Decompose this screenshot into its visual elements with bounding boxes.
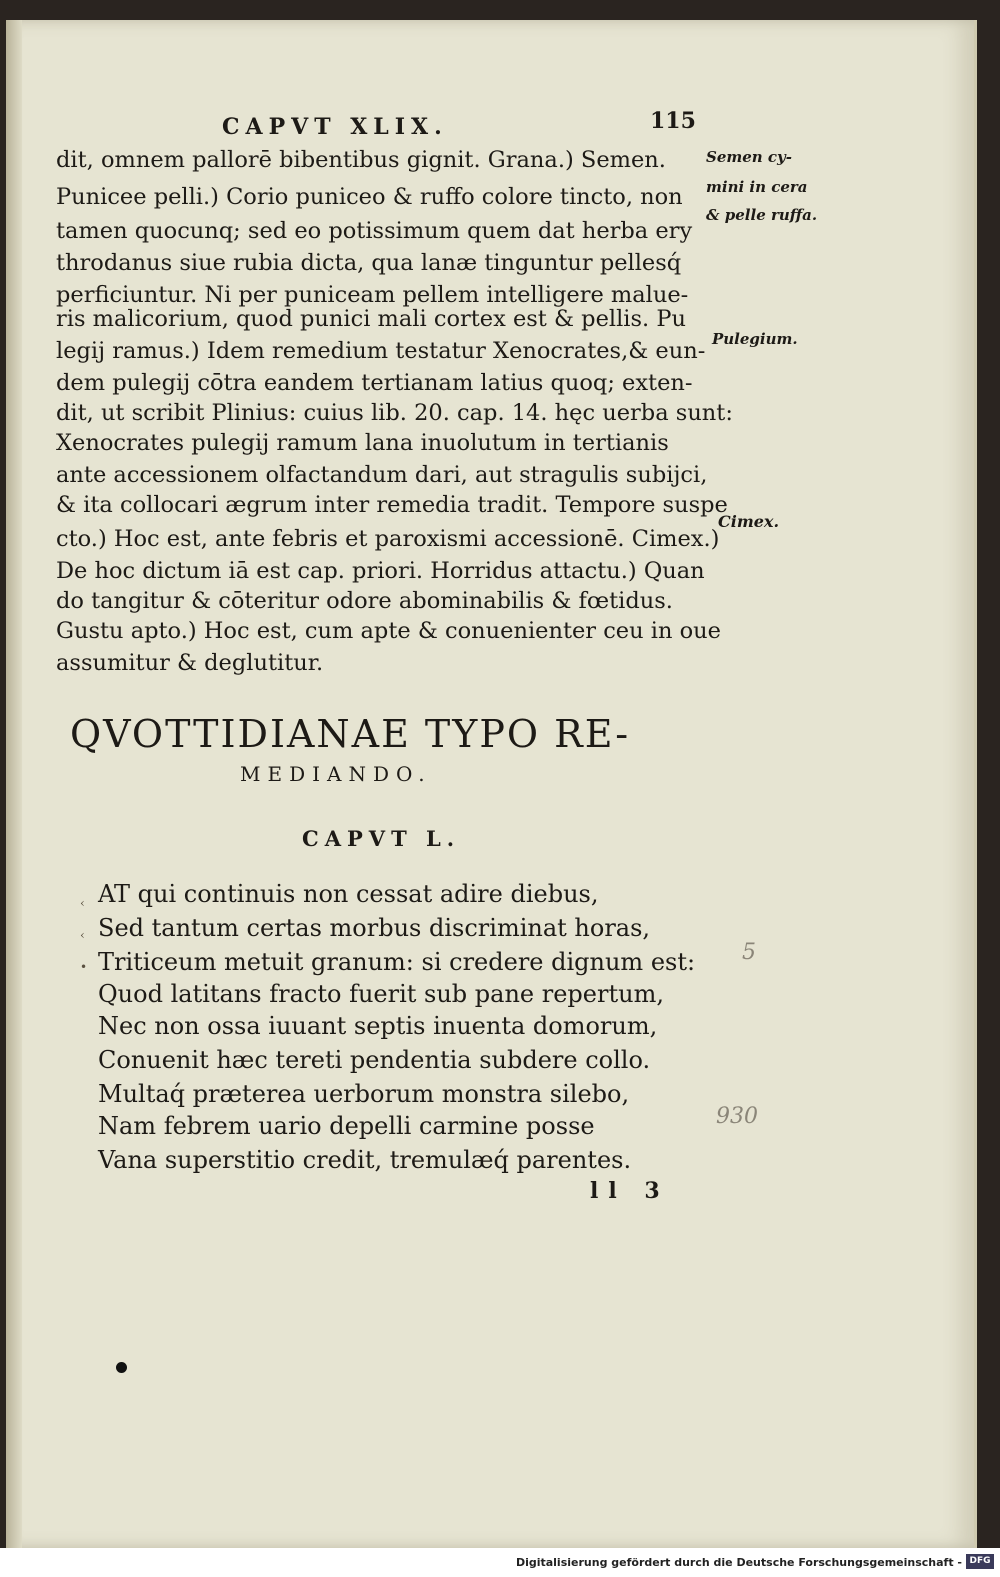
funding-notice: Digitalisierung gefördert durch die Deutsche Forschungsgemeinschaft - [515,1556,962,1569]
verse-line: Nam febrem uario depelli carmine posse [98,1112,595,1140]
body-line: ris malicorium, quod punici mali cortex est & pellis. Pu [56,306,686,332]
chapter-title: QVOTTIDIANAE TYPO RE- [70,712,631,756]
body-line: dit, omnem pallorē bibentibus gignit. Grana.) Semen. [56,147,666,173]
verse-line: Multaq́ præterea uerborum monstra silebo, [98,1080,630,1108]
body-line: tamen quocunq; sed eo potissimum quem dat herba ery [56,218,693,244]
body-line: & ita collocari ægrum inter remedia tradit. Tempore suspe [56,492,728,518]
body-line: ante accessionem olfactandum dari, aut stragulis subijci, [56,462,708,488]
body-line: Xenocrates pulegij ramum lana inuolutum in tertianis [56,430,669,456]
chapter-label: CAPVT L. [302,826,461,851]
chapter-title-continued: MEDIANDO. [240,762,432,786]
body-line: dit, ut scribit Plinius: cuius lib. 20. cap. 14. hęc uerba sunt: [56,400,733,426]
verse-mark: • [80,960,88,974]
body-line: assumitur & deglutitur. [56,650,324,676]
body-line: Punicee pelli.) Corio puniceo & ruffo colore tincto, non [56,184,683,210]
pencil-annotation: 930 [716,1104,758,1129]
body-line: legij ramus.) Idem remedium testatur Xenocrates,& eun- [56,338,706,364]
page-gutter [6,20,22,1548]
body-line: cto.) Hoc est, ante febris et paroxismi accessionē. Cimex.) [56,526,720,552]
verse-line: Conuenit hæc tereti pendentia subdere collo. [98,1046,651,1074]
margin-note-pulegium: Pulegium. [712,330,798,348]
verse-mark: ‹ [80,928,85,942]
body-line: perficiuntur. Ni per puniceam pellem intelligere malue- [56,282,689,308]
body-line: Gustu apto.) Hoc est, cum apte & conuenienter ceu in oue [56,618,721,644]
verse-line: Vana superstitio credit, tremulæq́ parentes. [98,1146,632,1174]
ink-dot [116,1362,127,1373]
margin-note-cimex: Cimex. [718,512,780,531]
verse-line: AT qui continuis non cessat adire diebus, [98,880,599,908]
body-line: dem pulegij cōtra eandem tertianam latius quoq; exten- [56,370,693,396]
verse-mark: ‹ [80,896,85,910]
margin-note-mini: mini in cera [706,178,808,196]
signature-mark: ll 3 [590,1178,670,1204]
body-line: De hoc dictum iā est cap. priori. Horridus attactu.) Quan [56,558,705,584]
page-number: 115 [650,108,696,134]
body-line: throdanus siue rubia dicta, qua lanæ tinguntur pellesq́ [56,250,682,276]
dfg-logo: DFG [966,1554,994,1569]
verse-line: Triticeum metuit granum: si credere dignum est: [98,948,696,976]
running-head: CAPVT XLIX. [222,114,448,140]
margin-note-semen: Semen cy- [706,148,792,166]
verse-line: Quod latitans fracto fuerit sub pane repertum, [98,980,664,1008]
verse-line: Nec non ossa iuuant septis inuenta domorum, [98,1012,658,1040]
pencil-annotation: 5 [742,940,756,965]
margin-note-pelle: & pelle ruffa. [706,206,818,224]
body-line: do tangitur & cōteritur odore abominabilis & fœtidus. [56,588,673,614]
verse-line: Sed tantum certas morbus discriminat horas, [98,914,651,942]
